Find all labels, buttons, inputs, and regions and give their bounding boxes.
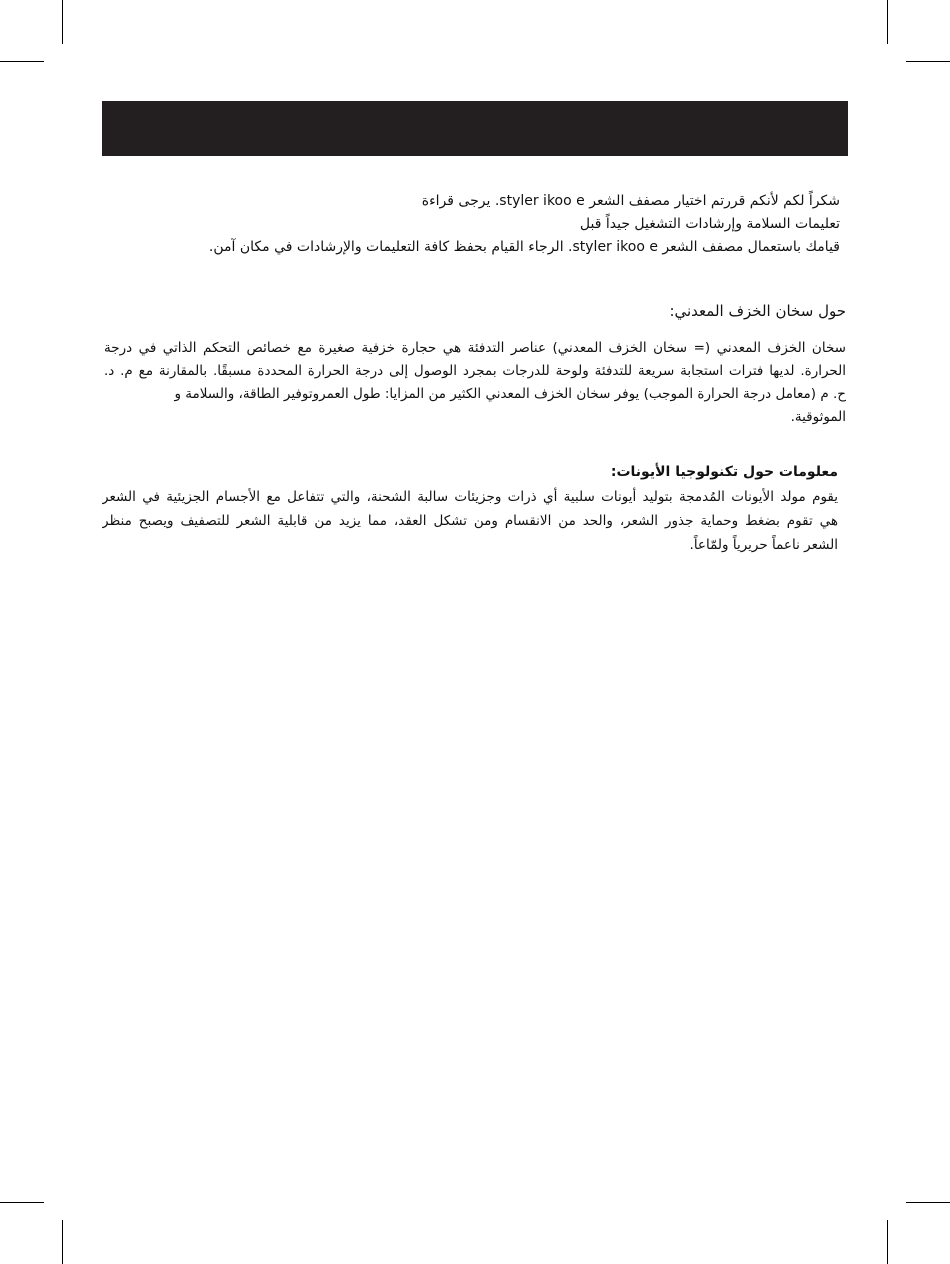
- crop-mark-bottom-left-horizontal: [0, 1202, 44, 1203]
- header-bar: [102, 101, 848, 156]
- crop-mark-bottom-right-vertical: [887, 1220, 888, 1264]
- intro-line: شكراً لكم لأنكم قررتم اختيار مصفف الشعر styler ikoo e. يرجى قراءة: [421, 193, 840, 209]
- crop-mark-top-right-horizontal: [906, 61, 950, 62]
- intro-line: قيامك باستعمال مصفف الشعر styler ikoo e. الرجاء القيام بحفظ كافة التعليمات والإرشادات في مكان آمن.: [208, 239, 840, 255]
- intro-paragraph: [100, 190, 840, 259]
- ceramic-heater-heading: حول سخان الخزف المعدني:: [669, 302, 846, 320]
- ceramic-line: ح. م (معامل درجة الحرارة الموجب) يوفر سخان الخزف المعدني الكثير من المزايا: طول العمروتوفير الطاقة، والسلامة و: [174, 386, 846, 402]
- intro-line: تعليمات السلامة وإرشادات التشغيل جيداً قبل: [579, 216, 840, 232]
- crop-mark-bottom-left-vertical: [62, 1220, 63, 1264]
- ion-line: الشعر ناعماً حريرياً ولمّاعاً.: [689, 537, 838, 553]
- ion-technology-heading: معلومات حول تكنولوجيا الأيونات:: [610, 464, 838, 480]
- crop-mark-top-left-horizontal: [0, 61, 44, 62]
- ceramic-line: الموثوقية.: [790, 409, 846, 425]
- ceramic-line: سخان الخزف المعدني (= سخان الخزف المعدني) عناصر التدفئة هي حجارة خزفية صغيرة مع خصائص التحكم الذاتي في درجة: [104, 340, 846, 356]
- ion-line: يقوم مولد الأيونات المُدمجة بتوليد أيونات سلبية أي ذرات وجزيئات سالبة الشحنة، والتي تتفاعل مع الأجسام الجزيئية في الشعر: [102, 489, 838, 505]
- crop-mark-top-left-vertical: [62, 0, 63, 44]
- crop-mark-bottom-right-horizontal: [906, 1202, 950, 1203]
- ion-line: هي تقوم بضغط وحماية جذور الشعر، والحد من الانقسام ومن تشكل العقد، مما يزيد من قابلية الشعر للتصفيف ويصبح منظر: [102, 513, 838, 529]
- crop-mark-top-right-vertical: [887, 0, 888, 44]
- ion-technology-paragraph: [102, 485, 838, 557]
- ceramic-line: الحرارة. لديها فترات استجابة سريعة للتدفئة ولوحة للدرجات بمجرد الوصول إلى درجة الحرارة المحددة مسبقًا. بالمقارنة مع م. د.: [104, 363, 846, 379]
- ceramic-heater-paragraph: [104, 337, 846, 429]
